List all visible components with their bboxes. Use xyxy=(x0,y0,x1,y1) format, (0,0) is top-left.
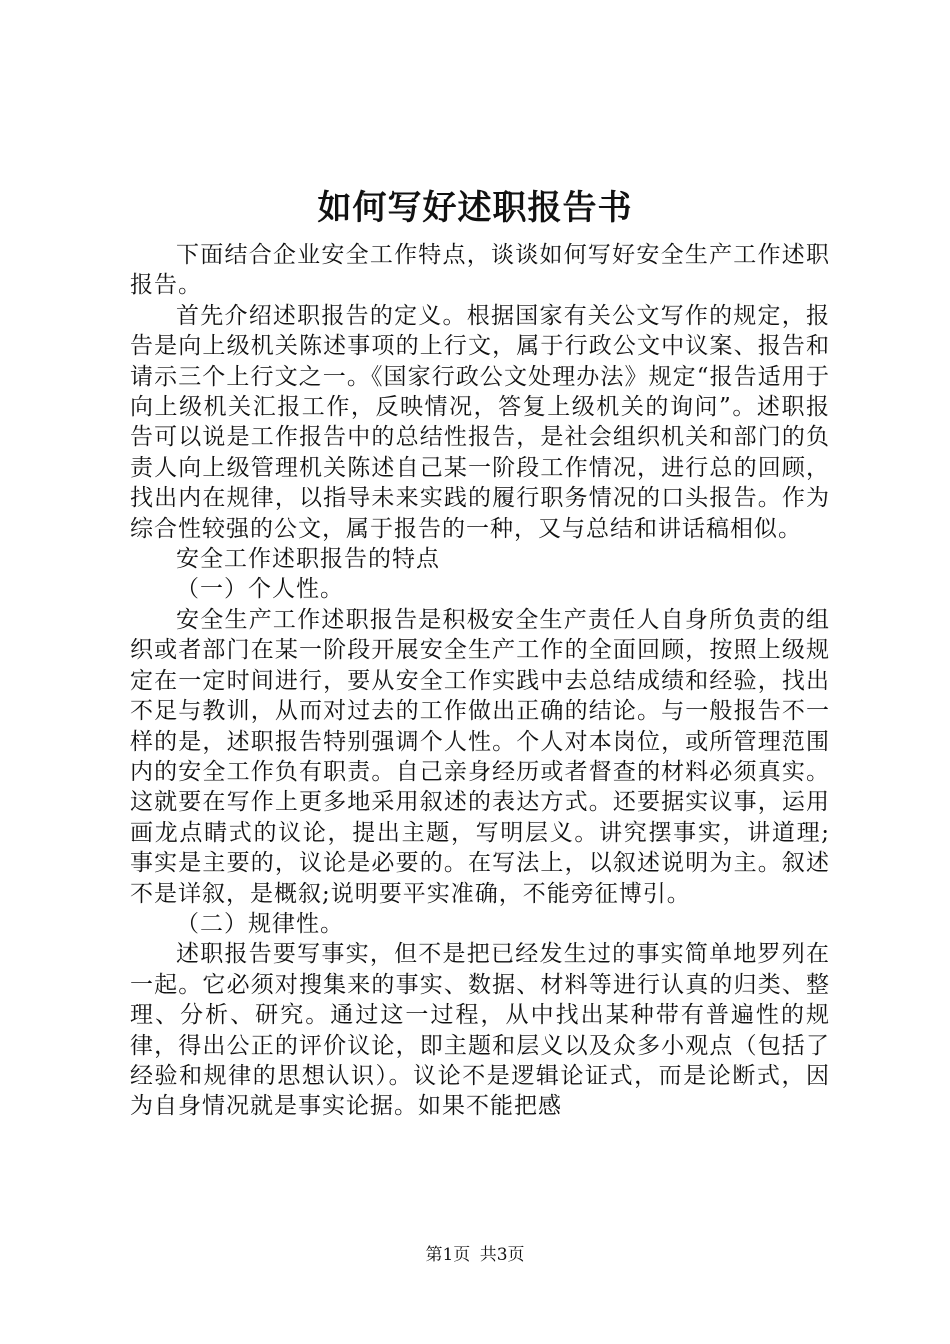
page-number: 第1页 xyxy=(425,1245,471,1265)
page-total: 共3页 xyxy=(479,1245,525,1265)
paragraph-intro: 下面结合企业安全工作特点，谈谈如何写好安全生产工作述职报告。 xyxy=(130,242,830,299)
paragraph-regularity: 述职报告要写事实，但不是把已经发生过的事实简单地罗列在一起。它必须对搜集来的事实、数据、材料等进行认真的归类、整理、分析、研究。通过这一过程，从中找出某种带有普遍性的规律，得出公正的评价议论，即主题和层义以及众多小观点（包括了经验和规律的思想认识）。议论不是逻辑论证式，而是论断式，因为自身情况就是事实论据。如果不能把感 xyxy=(130,941,830,1120)
paragraph-personal: 安全生产工作述职报告是积极安全生产责任人自身所负责的组织或者部门在某一阶段开展安全生产工作的全面回顾，按照上级规定在一定时间进行，要从安全工作实践中去总结成绩和经验，找出不足与教训，从而对过去的工作做出正确的结论。与一般报告不一样的是，述职报告特别强调个人性。个人对本岗位，或所管理范围内的安全工作负有职责。自己亲身经历或者督查的材料必须真实。这就要在写作上更多地采用叙述的表达方式。还要据实议事，运用画龙点睛式的议论，提出主题，写明层义。讲究摆事实，讲道理;事实是主要的，议论是必要的。在写法上，以叙述说明为主。叙述不是详叙，是概叙;说明要平实准确，不能旁征博引。 xyxy=(130,606,830,907)
document-title: 如何写好述职报告书 xyxy=(317,188,633,228)
subheading-personal: （一）个人性。 xyxy=(176,576,344,603)
document-body xyxy=(130,240,830,1122)
subheading-regularity: （二）规律性。 xyxy=(176,910,344,937)
paragraph-definition: 首先介绍述职报告的定义。根据国家有关公文写作的规定，报告是向上级机关陈述事项的上行文，属于行政公文中议案、报告和请示三个上行文之一。《国家行政公文处理办法》规定“报告适用于向上级机关汇报工作，反映情况，答复上级机关的询问”。述职报告可以说是工作报告中的总结性报告，是社会组织机关和部门的负责人向上级管理机关陈述自己某一阶段工作情况，进行总的回顾，找出内在规律，以指导未来实践的履行职务情况的口头报告。作为综合性较强的公文，属于报告的一种，又与总结和讲话稿相似。 xyxy=(130,302,830,542)
section-heading-features: 安全工作述职报告的特点 xyxy=(176,546,440,573)
page-footer xyxy=(0,1244,950,1266)
